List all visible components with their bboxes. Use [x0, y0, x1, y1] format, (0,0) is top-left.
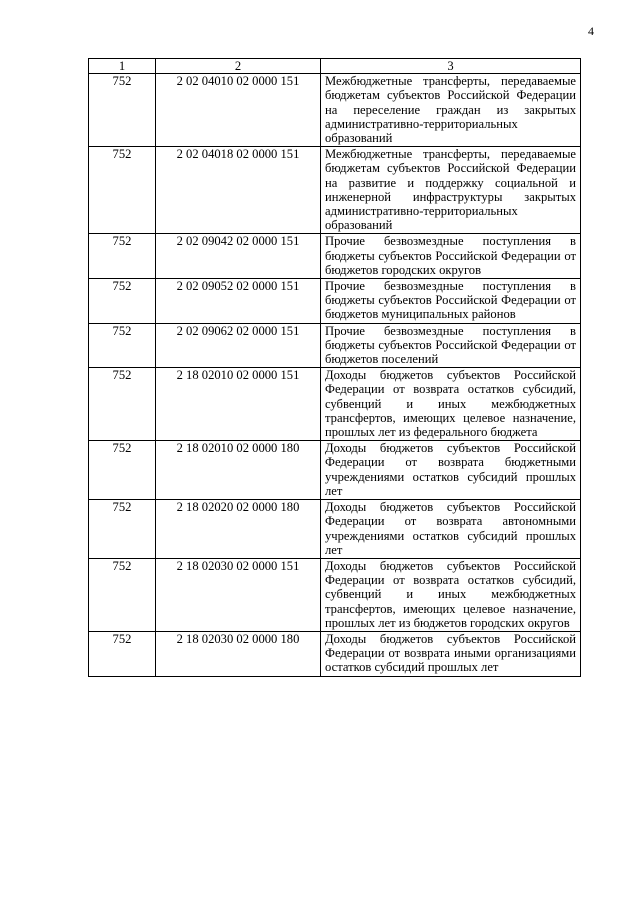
column-header-1: 1: [89, 59, 156, 74]
table-row: [89, 558, 581, 631]
income-code-cell: 2 18 02010 02 0000 151: [156, 368, 321, 441]
table-row: [89, 441, 581, 500]
description-cell: Прочие безвозмездные поступления в бюджеты субъектов Российской Федерации от бюджетов муниципальных районов: [321, 279, 581, 324]
table-row: [89, 631, 581, 676]
column-header-3: 3: [321, 59, 581, 74]
income-code-cell: 2 02 09042 02 0000 151: [156, 234, 321, 279]
description-cell: Доходы бюджетов субъектов Российской Федерации от возврата бюджетными учреждениями остатков субсидий прошлых лет: [321, 441, 581, 500]
income-code-cell: 2 02 09052 02 0000 151: [156, 279, 321, 324]
table-row: [89, 279, 581, 324]
income-code-cell: 2 02 09062 02 0000 151: [156, 323, 321, 368]
income-code-cell: 2 18 02020 02 0000 180: [156, 500, 321, 559]
table-row: [89, 500, 581, 559]
admin-code-cell: 752: [89, 279, 156, 324]
income-code-cell: 2 18 02030 02 0000 180: [156, 631, 321, 676]
description-cell: Доходы бюджетов субъектов Российской Федерации от возврата остатков субсидий, субвенций и иных межбюджетных трансфертов, имеющих целевое назначение, прошлых лет из бюджетов городских округов: [321, 558, 581, 631]
table-row: [89, 234, 581, 279]
table-row: [89, 368, 581, 441]
admin-code-cell: 752: [89, 74, 156, 147]
description-cell: Прочие безвозмездные поступления в бюджеты субъектов Российской Федерации от бюджетов поселений: [321, 323, 581, 368]
admin-code-cell: 752: [89, 558, 156, 631]
column-header-2: 2: [156, 59, 321, 74]
admin-code-cell: 752: [89, 147, 156, 234]
table-header-row: [89, 59, 581, 74]
income-code-cell: 2 18 02010 02 0000 180: [156, 441, 321, 500]
income-code-cell: 2 18 02030 02 0000 151: [156, 558, 321, 631]
admin-code-cell: 752: [89, 323, 156, 368]
description-cell: Межбюджетные трансферты, передаваемые бюджетам субъектов Российской Федерации на развитие и поддержку социальной и инженерной инфраструктуры закрытых административно-территориальных образований: [321, 147, 581, 234]
income-code-cell: 2 02 04018 02 0000 151: [156, 147, 321, 234]
admin-code-cell: 752: [89, 441, 156, 500]
page-number: 4: [588, 24, 594, 38]
description-cell: Доходы бюджетов субъектов Российской Федерации от возврата остатков субсидий, субвенций и иных межбюджетных трансфертов, имеющих целевое назначение, прошлых лет из федерального бюджета: [321, 368, 581, 441]
admin-code-cell: 752: [89, 500, 156, 559]
admin-code-cell: 752: [89, 234, 156, 279]
admin-code-cell: 752: [89, 631, 156, 676]
description-cell: Доходы бюджетов субъектов Российской Федерации от возврата иными организациями остатков субсидий прошлых лет: [321, 631, 581, 676]
admin-code-cell: 752: [89, 368, 156, 441]
description-cell: Межбюджетные трансферты, передаваемые бюджетам субъектов Российской Федерации на переселение граждан из закрытых административно-территориальных образований: [321, 74, 581, 147]
table-row: [89, 74, 581, 147]
budget-codes-table: [88, 58, 581, 677]
income-code-cell: 2 02 04010 02 0000 151: [156, 74, 321, 147]
description-cell: Прочие безвозмездные поступления в бюджеты субъектов Российской Федерации от бюджетов городских округов: [321, 234, 581, 279]
table-row: [89, 147, 581, 234]
table-row: [89, 323, 581, 368]
description-cell: Доходы бюджетов субъектов Российской Федерации от возврата автономными учреждениями остатков субсидий прошлых лет: [321, 500, 581, 559]
